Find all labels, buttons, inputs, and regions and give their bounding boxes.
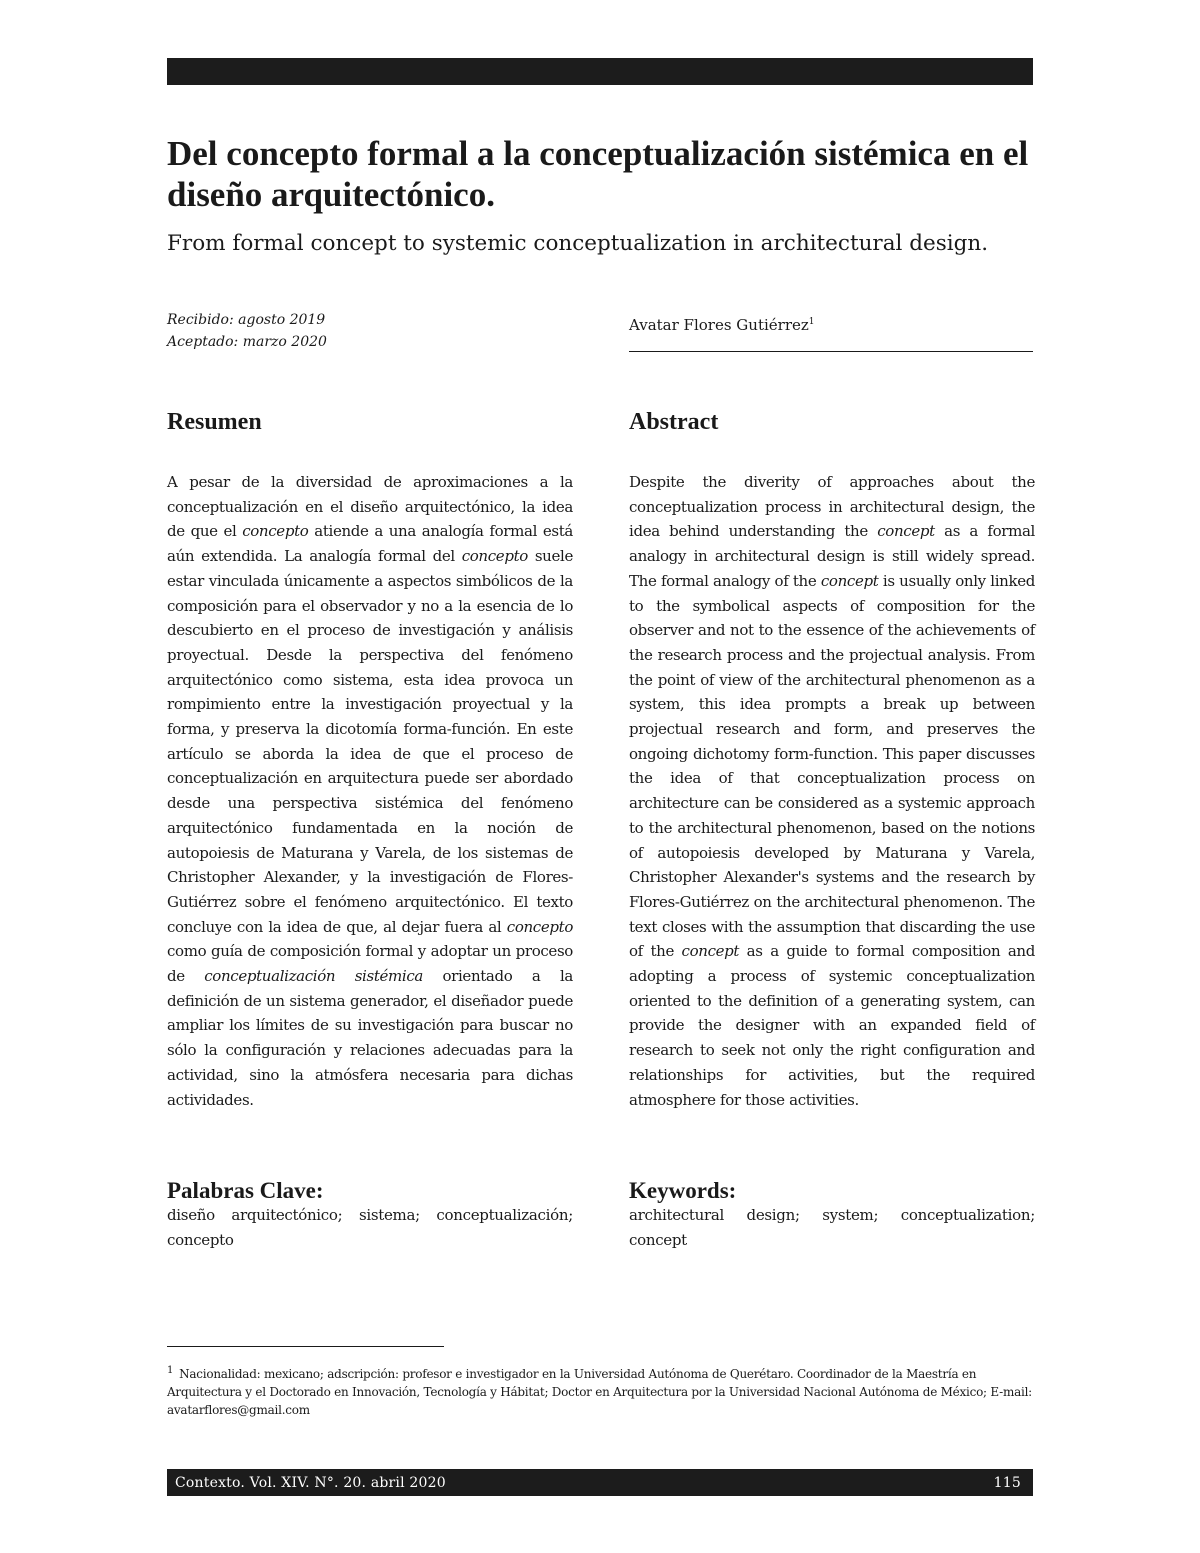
dates-block	[167, 309, 327, 353]
page-number: 115	[993, 1474, 1021, 1491]
journal-citation: Contexto. Vol. XIV. N°. 20. abril 2020	[175, 1474, 446, 1491]
resumen-body	[167, 470, 573, 1112]
header-bar	[167, 58, 1033, 85]
keywords-text: architectural design; system; conceptualization; concept	[629, 1206, 1035, 1249]
text-run: as a formal analogy in architectural design is still widely spread. The formal analogy of the	[629, 522, 1035, 590]
abstract-body	[629, 470, 1035, 1112]
abstract-heading: Abstract	[629, 409, 719, 435]
italic-term: concept	[820, 571, 879, 590]
text-run: atiende a una analogía formal está aún extendida. La analogía formal del	[167, 522, 573, 566]
keywords-heading: Keywords:	[629, 1178, 737, 1203]
italic-term: concept	[877, 522, 935, 541]
author-footnote-mark: 1	[808, 317, 815, 327]
italic-term: concept	[681, 942, 740, 961]
italic-term: concepto	[506, 917, 573, 936]
text-run: Despite the diverity of approaches about the conceptualization process in architectural design, the idea behind understanding the	[629, 473, 1035, 541]
italic-term: conceptualización sistémica	[204, 967, 424, 986]
accepted-date: Aceptado: marzo 2020	[167, 334, 327, 350]
article-title: Del concepto formal a la conceptualización sistémica en el diseño arquitectónico.	[167, 134, 1029, 214]
footer-bar	[167, 1469, 1033, 1496]
author-divider	[629, 351, 1033, 352]
author-name: Avatar Flores Gutiérrez	[629, 316, 809, 334]
italic-term: concepto	[242, 522, 309, 541]
italic-term: concepto	[461, 547, 528, 566]
text-run: is usually only linked to the symbolical aspects of composition for the observer and not to the essence of the achievements of the research process and the projectual analysis. From the point of view of the architectural phenomenon as a system, this idea prompts a break up between projectual research and form, and preserves the ongoing dichotomy form-function. This paper discusses the idea of that conceptualization process on architecture can be considered as a systemic approach to the architectural phenomenon, based on the notions of autopoiesis developed by Maturana y Varela, Christopher Alexander's systems and the research by Flores-Gutiérrez on the architectural phenomenon. The text closes with the assumption that discarding the use of the	[629, 571, 1035, 961]
palabras-clave-text: diseño arquitectónico; sistema; conceptualización; concepto	[167, 1206, 573, 1249]
text-run: suele estar vinculada únicamente a aspectos simbólicos de la composición para el observador y no a la esencia de lo descubierto en el proceso de investigación y análisis proyectual. Desde la perspectiva del fenómeno arquitectónico como sistema, esta idea provoca un rompimiento entre la investigación proyectual y la forma, y preserva la dicotomía forma-función. En este artículo se aborda la idea de que el proceso de conceptualización en arquitectura puede ser abordado desde una perspectiva sistémica del fenómeno arquitectónico fundamentada en la noción de autopoiesis de Maturana y Varela, de los sistemas de Christopher Alexander, y la investigación de Flores-Gutiérrez sobre el fenómeno arquitectónico. El texto concluye con la idea de que, al dejar fuera al	[167, 547, 573, 936]
received-date: Recibido: agosto 2019	[167, 312, 326, 328]
text-run: as a guide to formal composition and adopting a process of systemic conceptualization oriented to the definition of a generating system, can provide the designer with an expanded field of research to seek not only the right configuration and relationships for activities, but the required atmosphere for those activities.	[629, 942, 1035, 1109]
footnote-divider	[167, 1346, 444, 1347]
footnote-text: Nacionalidad: mexicano; adscripción: profesor e investigador en la Universidad Autónoma de Querétaro. Coordinador de la Maestría en Arquitectura y el Doctorado en Innovación, Tecnología y Hábitat; Doctor en Arquitectura por la Universidad Nacional Autónoma de México; E-mail: avatarflores@gmail.com	[167, 1367, 1032, 1417]
article-subtitle: From formal concept to systemic conceptualization in architectural design.	[167, 231, 989, 256]
footnote	[167, 1362, 1033, 1419]
footnote-mark: 1	[167, 1365, 174, 1376]
resumen-heading: Resumen	[167, 409, 262, 435]
text-run: orientado a la definición de un sistema generador, el diseñador puede ampliar los límites de su investigación para buscar no sólo la configuración y relaciones adecuadas para la actividad, sino la atmósfera necesaria para dichas actividades.	[167, 967, 574, 1109]
text-run: A pesar de la diversidad de aproximaciones a la conceptualización en el diseño arquitectónico, la idea de que el	[167, 473, 573, 541]
palabras-clave-heading: Palabras Clave:	[167, 1178, 324, 1203]
author-line	[629, 311, 815, 336]
text-run: como guía de composición formal y adoptar un proceso de	[167, 942, 573, 986]
